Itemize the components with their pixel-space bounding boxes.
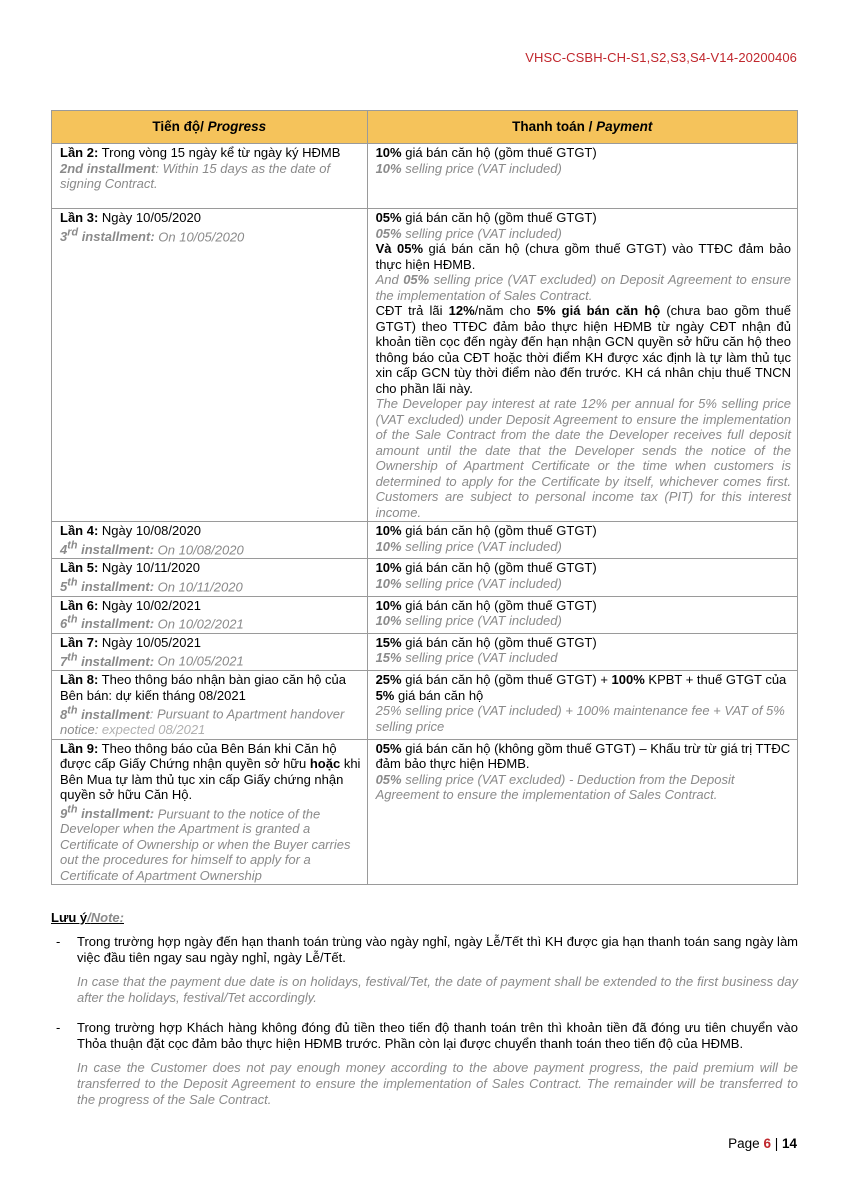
- page-number: Page 6 | 14: [728, 1136, 797, 1151]
- progress-cell: Lần 2: Trong vòng 15 ngày kể từ ngày ký HĐMB 2nd installment: Within 15 days as the date of signing Contract.: [52, 144, 368, 209]
- table-row: [52, 633, 798, 670]
- progress-cell: Lần 7: Ngày 10/05/2021 7th installment: On 10/05/2021: [52, 633, 368, 670]
- payment-cell: 10% giá bán căn hộ (gồm thuế GTGT) 10% selling price (VAT included): [367, 596, 797, 633]
- payment-cell: 10% giá bán căn hộ (gồm thuế GTGT) 10% selling price (VAT included): [367, 559, 797, 596]
- payment-cell: 15% giá bán căn hộ (gồm thuế GTGT) 15% selling price (VAT included: [367, 633, 797, 670]
- document-code: VHSC-CSBH-CH-S1,S2,S3,S4-V14-20200406: [525, 50, 797, 65]
- payment-progress-table: [51, 110, 798, 885]
- table-row: [52, 144, 798, 209]
- column-header-progress: Tiến độ/ Progress: [52, 111, 368, 144]
- progress-cell: Lần 3: Ngày 10/05/2020 3rd installment: On 10/05/2020: [52, 209, 368, 522]
- list-item: - Trong trường hợp ngày đến hạn thanh toán trùng vào ngày nghỉ, ngày Lễ/Tết thì KH được gia hạn thanh toán sang ngày làm việc đầu tiên ngay sau ngày nghỉ, ngày Lễ/Tết. In case that the payment due date is on holidays, festival/Tet, the date of payment shall be extended to the first business day after the holidays, festival/Tet accordingly.: [56, 934, 798, 1005]
- payment-cell: 10% giá bán căn hộ (gồm thuế GTGT) 10% selling price (VAT included): [367, 522, 797, 559]
- payment-cell: 05% giá bán căn hộ (không gồm thuế GTGT) – Khấu trừ từ giá trị TTĐC đảm bảo thực hiện HĐMB. 05% selling price (VAT excluded) - Deduction from the Deposit Agreement to ensure the implementation of Sales Contract.: [367, 739, 797, 885]
- notes-list: [51, 934, 798, 1108]
- column-header-payment: Thanh toán / Payment: [367, 111, 797, 144]
- table-row: [52, 596, 798, 633]
- note-title: Lưu ý/Note:: [51, 910, 124, 925]
- payment-cell: 10% giá bán căn hộ (gồm thuế GTGT) 10% selling price (VAT included): [367, 144, 797, 209]
- payment-cell: 05% giá bán căn hộ (gồm thuế GTGT) 05% selling price (VAT included) Và 05% giá bán căn hộ (chưa gồm thuế GTGT) vào TTĐC đảm bảo thực hiện HĐMB. And 05% selling price (VAT excluded) on Deposit Agreement to ensure the implementation of Sales Contract. CĐT trả lãi 12%/năm cho 5% giá bán căn hộ (chưa bao gồm thuế GTGT) theo TTĐC đảm bảo thực hiện HĐMB từ ngày CĐT nhận đủ khoản tiền cọc đến ngày đến hạn nhận GCN quyền sở hữu căn hộ theo thông báo của CĐT hoặc thời điểm KH được xác định là tự làm thủ tục xin cấp GCN tùy thời điểm nào đến trước. KH cá nhân chịu thuế TNCN cho phần lãi này. The Developer pay interest at rate 12% per annual for 5% selling price (VAT excluded) under Deposit Agreement to ensure the implementation of the Sale Contract from the date the Developer receives full deposit amount until the date that the Developer sends the notice of the Ownership of Apartment Certificate or the time when customers is determined to apply for the Certificate by itself, whichever comes first. Customers are subject to personal income tax (PIT) for this interest income.: [367, 209, 797, 522]
- progress-cell: Lần 6: Ngày 10/02/2021 6th installment: On 10/02/2021: [52, 596, 368, 633]
- list-item: - Trong trường hợp Khách hàng không đóng đủ tiền theo tiến độ thanh toán trên thì khoản tiền đã đóng ưu tiên chuyển vào Thỏa thuận đặt cọc đảm bảo thực hiện HĐMB trước. Phần còn lại được chuyển thanh toán theo tiến độ của HĐMB. In case the Customer does not pay enough money according to the above payment progress, the paid premium will be transferred to the Deposit Agreement to ensure the implementation of Sales Contract. The remainder will be transferred to the progress of the Sale Contract.: [56, 1020, 798, 1107]
- table-row: [52, 739, 798, 885]
- table-row: [52, 209, 798, 522]
- table-row: [52, 559, 798, 596]
- table-header-row: [52, 111, 798, 144]
- progress-cell: Lần 5: Ngày 10/11/2020 5th installment: On 10/11/2020: [52, 559, 368, 596]
- progress-cell: Lần 8: Theo thông báo nhận bàn giao căn hộ của Bên bán: dự kiến tháng 08/2021 8th installment: Pursuant to Apartment handover notice: expected 08/2021: [52, 671, 368, 739]
- payment-cell: 25% giá bán căn hộ (gồm thuế GTGT) + 100% KPBT + thuế GTGT của 5% giá bán căn hộ 25% selling price (VAT included) + 100% maintenance fee + VAT of 5% selling price: [367, 671, 797, 739]
- progress-cell: Lần 4: Ngày 10/08/2020 4th installment: On 10/08/2020: [52, 522, 368, 559]
- table-row: [52, 671, 798, 739]
- table-row: [52, 522, 798, 559]
- progress-cell: Lần 9: Theo thông báo của Bên Bán khi Căn hộ được cấp Giấy Chứng nhận quyền sở hữu hoặc khi Bên Mua tự làm thủ tục xin cấp Giấy chứng nhận quyền sở hữu Căn Hộ. 9th installment: Pursuant to the notice of the Developer when the Apartment is granted a Certificate of Ownership or when the Buyer carries out the procedures for himself to apply for a Certificate of Apartment Ownership: [52, 739, 368, 885]
